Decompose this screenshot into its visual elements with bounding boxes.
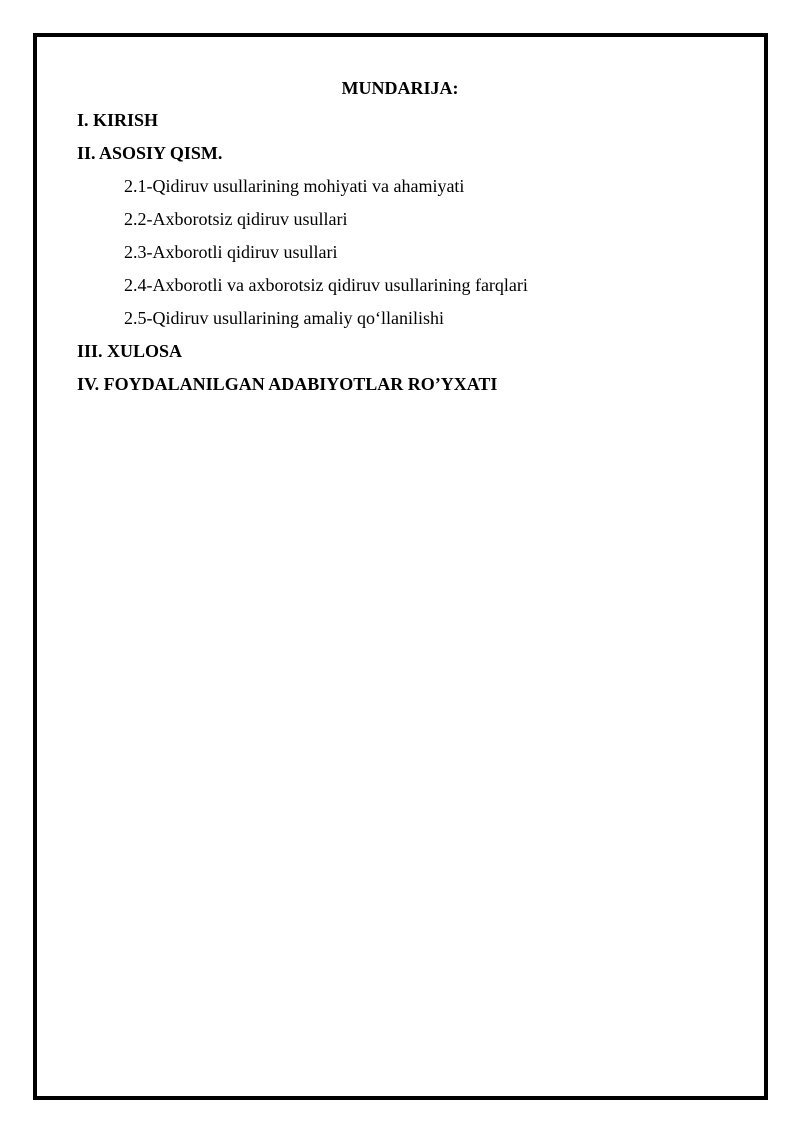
toc-subitem-2-5: 2.5-Qidiruv usullarining amaliy qo‘llanilishi <box>124 308 444 328</box>
toc-item-asosiy-qism: II. ASOSIY QISM. <box>77 143 223 163</box>
table-of-contents <box>0 108 800 405</box>
toc-item-adabiyotlar: IV. FOYDALANILGAN ADABIYOTLAR RO’YXATI <box>77 374 498 394</box>
toc-subitem-2-1: 2.1-Qidiruv usullarining mohiyati va ahamiyati <box>124 176 465 196</box>
toc-item-kirish: I. KIRISH <box>77 110 159 130</box>
toc-item-xulosa: III. XULOSA <box>77 341 183 361</box>
toc-title: MUNDARIJA: <box>341 78 459 98</box>
toc-subitem-2-2: 2.2-Axborotsiz qidiruv usullari <box>124 209 348 229</box>
toc-subitem-2-3: 2.3-Axborotli qidiruv usullari <box>124 242 338 262</box>
toc-subitem-2-4: 2.4-Axborotli va axborotsiz qidiruv usullarining farqlari <box>124 275 528 295</box>
